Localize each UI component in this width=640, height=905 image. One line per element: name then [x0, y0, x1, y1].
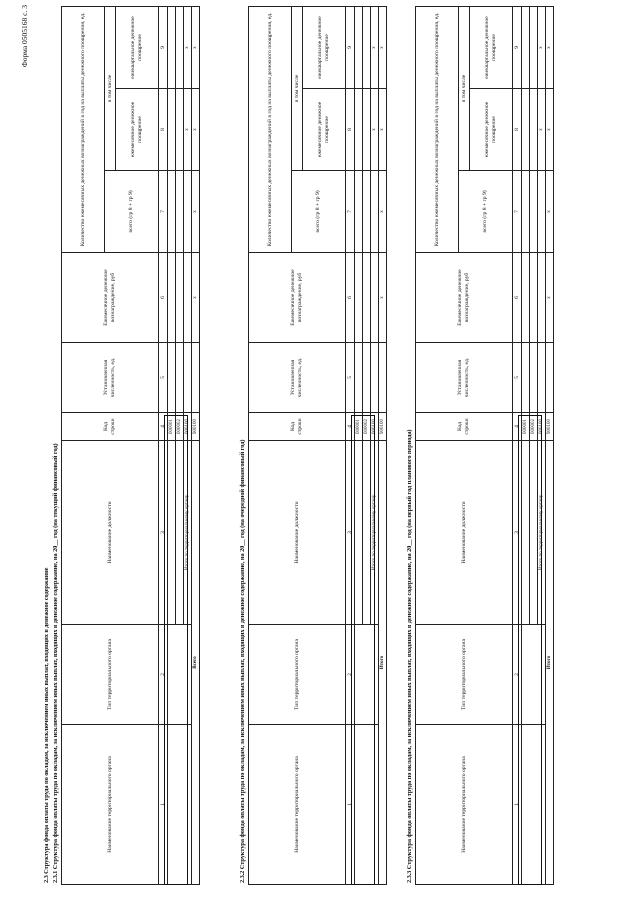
- x-mark: x: [546, 6, 554, 88]
- x-mark: x: [546, 89, 554, 171]
- col-header-monthly-reward: Ежемесячное денежное вознаграждение, руб: [249, 253, 346, 343]
- line-code-cell: 900100: [192, 413, 200, 441]
- section-title-2-3-1: 2.3.1 Структура фонда оплаты труда по окладам, за исключением иных выплат, входящих в денежное содержание, на 20__ год (на текущий финансовый год): [52, 443, 59, 883]
- col-header-position: Наименование должности: [249, 441, 346, 625]
- col-number: 7: [513, 171, 522, 253]
- cell[interactable]: [176, 6, 184, 88]
- cell[interactable]: [363, 6, 371, 88]
- cell[interactable]: [168, 6, 176, 88]
- col-header-quarterly-bonus: ежеквартальное денежное поощрение: [116, 6, 159, 88]
- section-heading: 2.3 Структура фонда оплаты труда по окладам, за исключением иных выплат, входящих в денежное содержание: [43, 567, 50, 883]
- col-number: 9: [513, 6, 522, 88]
- cell[interactable]: [522, 6, 530, 88]
- x-mark: x: [546, 171, 554, 253]
- cell[interactable]: [546, 343, 554, 413]
- col-header-including: в том числе: [459, 6, 470, 170]
- col-number: 4: [346, 413, 355, 441]
- col-header-monthly-reward: Ежемесячное денежное вознаграждение, руб: [62, 253, 159, 343]
- cell[interactable]: [355, 725, 379, 885]
- cell[interactable]: [168, 625, 192, 725]
- col-number: 3: [513, 441, 522, 625]
- cell[interactable]: [530, 171, 538, 253]
- col-header-including: в том числе: [292, 6, 303, 170]
- cell[interactable]: [363, 89, 371, 171]
- x-mark: x: [538, 6, 546, 88]
- cell[interactable]: [363, 441, 371, 625]
- cell[interactable]: [530, 343, 538, 413]
- col-header-including: в том числе: [105, 6, 116, 170]
- table-2-3-2: [248, 7, 387, 885]
- cell[interactable]: [522, 625, 546, 725]
- col-number: 6: [159, 253, 168, 343]
- cell[interactable]: [538, 253, 546, 343]
- grand-total-label: Итого: [379, 441, 387, 885]
- col-number: 9: [346, 6, 355, 88]
- col-number: 5: [346, 343, 355, 413]
- cell[interactable]: [176, 253, 184, 343]
- col-number: 2: [346, 625, 355, 725]
- grand-total-label: Всего: [192, 441, 200, 885]
- x-mark: x: [379, 171, 387, 253]
- rotated-form-page: [20, 5, 620, 885]
- table-row-grand-total: [192, 6, 200, 884]
- line-code-cell: 000002: [530, 413, 538, 441]
- col-header-line-code: Код строки: [249, 413, 346, 441]
- col-header-body-type: Тип территориального органа: [62, 625, 159, 725]
- form-code: Форма 0505168 с. 3: [20, 5, 29, 68]
- col-header-monthly-bonus: ежемесячное денежное поощрение: [303, 89, 346, 171]
- cell[interactable]: [355, 89, 363, 171]
- cell[interactable]: [530, 6, 538, 88]
- table-row-grand-total: [379, 6, 387, 884]
- line-code-cell: 000100: [538, 413, 546, 441]
- col-number: 8: [346, 89, 355, 171]
- cell[interactable]: [522, 171, 530, 253]
- cell[interactable]: [192, 343, 200, 413]
- x-mark: x: [192, 6, 200, 88]
- cell[interactable]: [371, 171, 379, 253]
- cell[interactable]: [355, 625, 379, 725]
- col-number: 5: [513, 343, 522, 413]
- cell[interactable]: [168, 343, 176, 413]
- col-header-body-type: Тип территориального органа: [416, 625, 513, 725]
- cell[interactable]: [168, 253, 176, 343]
- cell[interactable]: [522, 343, 530, 413]
- x-mark: x: [538, 89, 546, 171]
- col-header-line-code: Код строки: [416, 413, 513, 441]
- cell[interactable]: [363, 253, 371, 343]
- cell[interactable]: [168, 171, 176, 253]
- x-mark: x: [379, 6, 387, 88]
- col-header-headcount: Установленная численность, ед.: [416, 343, 513, 413]
- table-row-grand-total: [546, 6, 554, 884]
- col-number: 8: [159, 89, 168, 171]
- col-header-monthly-bonus: ежемесячное денежное поощрение: [470, 89, 513, 171]
- cell[interactable]: [522, 253, 530, 343]
- col-header-position: Наименование должности: [416, 441, 513, 625]
- col-number: 2: [513, 625, 522, 725]
- territorial-total-label: Итого по территориальному органу: [184, 441, 192, 625]
- col-number: 4: [159, 413, 168, 441]
- line-code-cell: 000001: [522, 413, 530, 441]
- col-number: 4: [513, 413, 522, 441]
- cell[interactable]: [176, 89, 184, 171]
- col-number: 6: [513, 253, 522, 343]
- col-header-territorial-body: Наименование территориального органа: [249, 725, 346, 885]
- line-code-cell: 000001: [355, 413, 363, 441]
- col-header-reward-count-group: Количество ежемесячных денежных вознаграждений в год на выплаты денежного поощрения, ед.: [249, 6, 292, 252]
- line-code-cell: 000002: [363, 413, 371, 441]
- x-mark: x: [379, 253, 387, 343]
- col-header-reward-count-group: Количество ежемесячных денежных вознаграждений в год на выплаты денежного поощрения, ед.: [416, 6, 459, 252]
- cell[interactable]: [363, 343, 371, 413]
- cell[interactable]: [530, 89, 538, 171]
- cell[interactable]: [355, 6, 363, 88]
- col-number: 7: [346, 171, 355, 253]
- col-number: 8: [513, 89, 522, 171]
- table-2-3-3: [415, 7, 554, 885]
- cell[interactable]: [168, 725, 192, 885]
- section-title-2-3-3: 2.3.3 Структура фонда оплаты труда по окладам, за исключением иных выплат, входящих в денежное содержание, на 20__ год (на первый год планового периода): [406, 429, 413, 883]
- cell[interactable]: [176, 343, 184, 413]
- col-number: 6: [346, 253, 355, 343]
- line-code-cell: 000100: [371, 413, 379, 441]
- cell[interactable]: [168, 89, 176, 171]
- cell[interactable]: [355, 343, 363, 413]
- col-header-quarterly-bonus: ежеквартальное денежное поощрение: [470, 6, 513, 88]
- cell[interactable]: [184, 343, 192, 413]
- table-row: [522, 6, 530, 884]
- cell[interactable]: [522, 89, 530, 171]
- col-number: 2: [159, 625, 168, 725]
- territorial-total-label: Итого по территориальному органу: [538, 441, 546, 625]
- cell[interactable]: [355, 253, 363, 343]
- line-code-cell: 900100: [379, 413, 387, 441]
- col-number: 1: [513, 725, 522, 885]
- x-mark: x: [192, 171, 200, 253]
- cell[interactable]: [355, 441, 363, 625]
- col-number: 1: [159, 725, 168, 885]
- cell[interactable]: [379, 343, 387, 413]
- x-mark: x: [371, 6, 379, 88]
- col-header-quarterly-bonus: ежеквартальное денежное поощрение: [303, 6, 346, 88]
- x-mark: x: [192, 89, 200, 171]
- table-row: [168, 6, 176, 884]
- cell[interactable]: [355, 171, 363, 253]
- col-header-monthly-bonus: ежемесячное денежное поощрение: [116, 89, 159, 171]
- table-row: [355, 6, 363, 884]
- col-header-territorial-body: Наименование территориального органа: [62, 725, 159, 885]
- cell[interactable]: [371, 253, 379, 343]
- col-number: 3: [346, 441, 355, 625]
- line-code-cell: 900100: [546, 413, 554, 441]
- cell[interactable]: [168, 441, 176, 625]
- cell[interactable]: [522, 441, 530, 625]
- cell[interactable]: [538, 343, 546, 413]
- section-title-2-3-2: 2.3.2 Структура фонда оплаты труда по окладам, за исключением иных выплат, входящих в денежное содержание, на 20__ год (на очередной финансовый год): [239, 439, 246, 883]
- col-number: 1: [346, 725, 355, 885]
- x-mark: x: [192, 253, 200, 343]
- col-header-reward-count-group: Количество ежемесячных денежных вознаграждений в год на выплаты денежного поощрения, ед.: [62, 6, 105, 252]
- x-mark: x: [371, 89, 379, 171]
- col-header-line-code: Код строки: [62, 413, 159, 441]
- line-code-cell: 000001: [168, 413, 176, 441]
- col-header-total: всего (гр 8 + гр 9): [459, 171, 513, 253]
- col-header-headcount: Установленная численность, ед.: [249, 343, 346, 413]
- col-header-territorial-body: Наименование территориального органа: [416, 725, 513, 885]
- territorial-total-label: Итого по территориальному органу: [371, 441, 379, 625]
- cell[interactable]: [176, 171, 184, 253]
- col-number: 5: [159, 343, 168, 413]
- col-header-body-type: Тип территориального органа: [249, 625, 346, 725]
- x-mark: x: [546, 253, 554, 343]
- col-header-monthly-reward: Ежемесячное денежное вознаграждение, руб: [416, 253, 513, 343]
- col-header-headcount: Установленная численность, ед.: [62, 343, 159, 413]
- cell[interactable]: [176, 441, 184, 625]
- line-code-cell: 000100: [184, 413, 192, 441]
- col-header-total: всего (гр 8 + гр 9): [292, 171, 346, 253]
- col-number: 7: [159, 171, 168, 253]
- grand-total-label: Итого: [546, 441, 554, 885]
- x-mark: x: [184, 6, 192, 88]
- table-2-3-1: [61, 7, 200, 885]
- cell[interactable]: [538, 171, 546, 253]
- col-number: 9: [159, 6, 168, 88]
- cell[interactable]: [184, 253, 192, 343]
- x-mark: x: [184, 89, 192, 171]
- cell[interactable]: [530, 441, 538, 625]
- cell[interactable]: [530, 253, 538, 343]
- x-mark: x: [379, 89, 387, 171]
- col-header-total: всего (гр 8 + гр 9): [105, 171, 159, 253]
- cell[interactable]: [371, 343, 379, 413]
- cell[interactable]: [184, 171, 192, 253]
- cell[interactable]: [522, 725, 546, 885]
- col-number: 3: [159, 441, 168, 625]
- col-header-position: Наименование должности: [62, 441, 159, 625]
- line-code-cell: 000002: [176, 413, 184, 441]
- cell[interactable]: [363, 171, 371, 253]
